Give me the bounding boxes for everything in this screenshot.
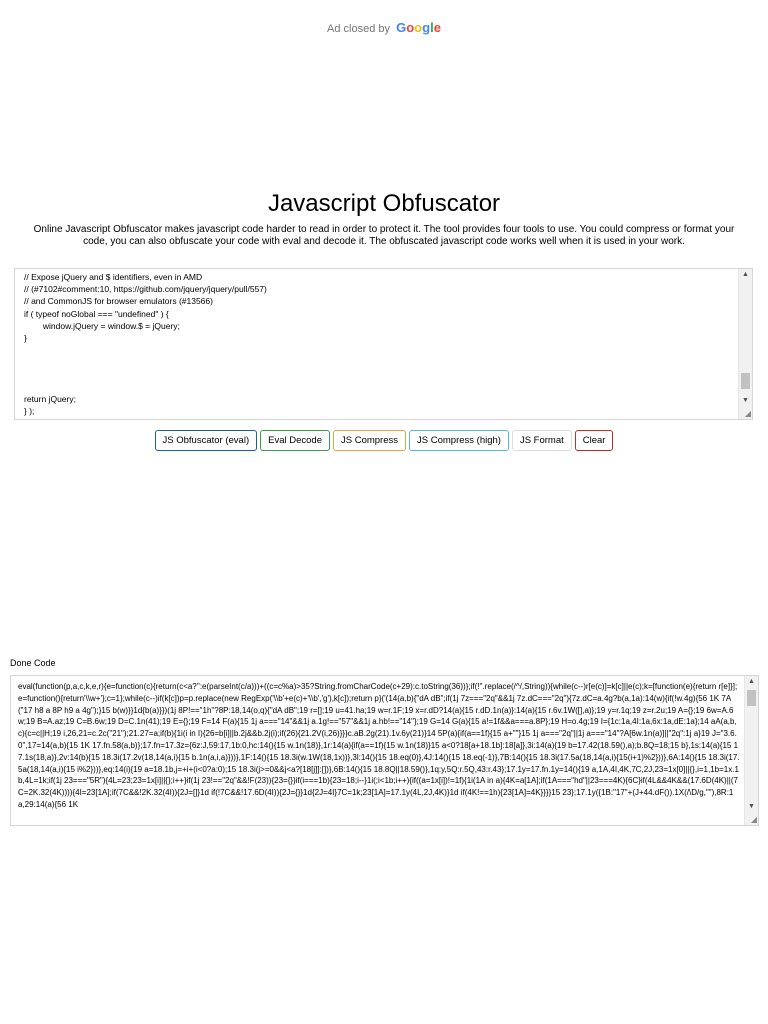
code-line — [24, 344, 734, 356]
page-title: Javascript Obfuscator — [267, 190, 501, 217]
done-code-content[interactable]: eval(function(p,a,c,k,e,r){e=function(c){return(c<a?'':e(parseInt(c/a)))+((c=c%a)>35?String.fromCharCode(c+29):c.toString(36))};if(!''.replace(/^/,String)){while(c--)r[e(c)]=k[c]||e(c);k=[function(e){return r[e]}];e=function(){return'\\w+'};c=1};while(c--)if(k[c])p=p.replace(new RegExp('\\b'+e(c)+'\\b','g'),k[c]);return p}('(14(a,b){"dA dB";if(1j 7z==="2q"&&1j 7z.dC==="2q"){7z.dC=a.4g?b(a,1a):14(w){if(!w.4g){56 1K 7A("17 h8 a 8P h9 a 4g");}15 b(w)}}1d{b(a)}})(1j 8P!=="1h"?8P:18,14(o,q){"dA dB";19 r=[];19 u=41.ha;19 w=r.1F;19 x=r.dD?14(a){15 r.dD.1n(a)}:14(a){15 r.6v.1W([],a)};19 y=r.1q;19 z=r.2u;19 A={};19 6w=A.6w;19 B=A.az;19 C=B.6w;19 D=C.1n(41);19 E={};19 F=14 F(a){15 1j a==="14"&&1j a.1g!=="57"&&1j a.hb!=="14"};19 G=14 G(a){15 a!=1f&&a===a.8P};19 H=o.4g;19 I={1c:1a,4I:1a,6x:1a,dE:1a};14 aA(a,b,c){c=c||H;19 i,26,21=c.2c("21");21.27=a;if(b){1i(i in I){26=b[i]||b.2j&&b.2j(i);if(26){21.2V(i,26)}}}c.aB.2g(21).1v.6y(21)}14 5P(a){if(a==1f){15 a+""}15 1j a==="2q"||1j a==="14"?A[6w.1n(a)]||"2q":1j a}19 J="3.6.0",17=14(a,b){15 1K 17.fn.58(a,b)};17.fn=17.3z={6z:J,59:17,1b:0,hc:14(){15 w.1n(18)},1r:14(a){if(a==1f){15 w.1n(18)}15 a<0?18[a+18.1b]:18[a]},3i:14(a){19 b=17.42(18.59(),a);b.8Q=18;15 b},1s:14(a){15 17.1s(18,a)},2v:14(b){15 18.3i(17.2v(18,14(a,i){15 b.1n(a,i,a)}))},1F:14(){15 18.3i(w.1W(18,1x))},3l:14(){15 18.eq(0)},4J:14(){15 18.eq(-1)},7B:14(){15 18.3i(17.5a(18,14(a,i){15(i+1)%2}))},6A:14(){15 18.3i(17.5a(18,14(a,i){15 i%2}))},eq:14(i){19 a=18.1b,j=+i+(i<0?a:0);15 18.3i(j>=0&&j<a?[18[j]]:[])},6B:14(){15 18.8Q||18.59()},1q:y,5Q:r.5Q,43:r.43};17.1y=17.fn.1y=14(){19 a,1A,4I,4K,7C,2J,23=1x[0]||{},i=1,1b=1x.1b,4L=1k;if(1j 23==="5R"){4L=23;23=1x[i]||{};i++}if(1j 23!=="2q"&&!F(23)){23={}}if(i===1b){23=18;i--}1i(;i<1b;i++){if((a=1x[i])!=1f){1i(1A in a){4K=a[1A];if(1A==="hd"||23===4K){6C}if(4L&&4K&&(17.6D(4K)||(7C=2K.32(4K)))){4I=23[1A];if(7C&&!2K.32(4I)){2J=[]}1d if(!7C&&!17.6D(4I)){2J={}}1d{2J=4I}7C=1k;23[1A]=17.1y(4L,2J,4K)}1d if(4K!==1h){23[1A]=4K}}}}15 23};17.1y({1B:"17"+(J+44.dF()).1X(/\D/g,""),8R:1a,29:14(a){56 1K — [18, 682, 740, 809]
code-line: if ( typeof noGlobal === "undefined" ) { — [24, 308, 169, 319]
js-compress-high-button[interactable]: JS Compress (high) — [409, 430, 509, 451]
code-line: window.jQuery = window.$ = jQuery; — [24, 320, 180, 331]
done-code-label: Done Code — [10, 658, 56, 668]
code-line: // and CommonJS for browser emulators (#13566) — [24, 296, 213, 307]
google-logo: Google — [396, 20, 441, 35]
ad-closed-notice — [0, 20, 768, 35]
js-format-button[interactable]: JS Format — [512, 430, 572, 451]
code-line — [24, 381, 734, 393]
code-line: } ); — [24, 406, 35, 417]
js-obfuscator-eval-button[interactable]: JS Obfuscator (eval) — [155, 430, 258, 451]
code-line — [24, 356, 734, 368]
scroll-down-arrow-icon[interactable]: ▼ — [742, 397, 749, 404]
input-scrollbar[interactable] — [738, 269, 752, 419]
scrollbar-thumb[interactable] — [741, 373, 750, 389]
scroll-down-arrow-icon[interactable]: ▼ — [748, 803, 755, 810]
code-line: } — [24, 333, 27, 344]
resize-grip-icon[interactable]: ◢ — [750, 815, 757, 824]
toolbar — [0, 430, 768, 451]
page-description: Online Javascript Obfuscator makes javascript code harder to read in order to protect it. The tool provides four tools to use. You could compress or format your code, you can also obfuscate your code with eval and decode it. The obfuscated javascript code works well when it is used in your work. — [33, 224, 735, 247]
scrollbar-thumb[interactable] — [747, 690, 756, 706]
done-code-textarea[interactable] — [10, 675, 759, 826]
code-line: return jQuery; — [24, 394, 76, 405]
clear-button[interactable]: Clear — [575, 430, 614, 451]
js-compress-button[interactable]: JS Compress — [333, 430, 406, 451]
code-line: // (#7102#comment:10, https://github.com/jquery/jquery/pull/557) — [24, 284, 267, 295]
scroll-up-arrow-icon[interactable]: ▲ — [742, 271, 749, 278]
code-input-content[interactable] — [24, 271, 734, 419]
code-input-textarea[interactable] — [14, 268, 753, 420]
resize-grip-icon[interactable]: ◢ — [744, 409, 751, 418]
code-line: // Expose jQuery and $ identifiers, even in AMD — [24, 272, 203, 282]
scroll-up-arrow-icon[interactable]: ▲ — [748, 678, 755, 685]
code-line — [24, 369, 734, 381]
eval-decode-button[interactable]: Eval Decode — [260, 430, 330, 451]
output-scrollbar[interactable] — [744, 676, 758, 825]
ad-closed-text: Ad closed by — [327, 23, 391, 35]
